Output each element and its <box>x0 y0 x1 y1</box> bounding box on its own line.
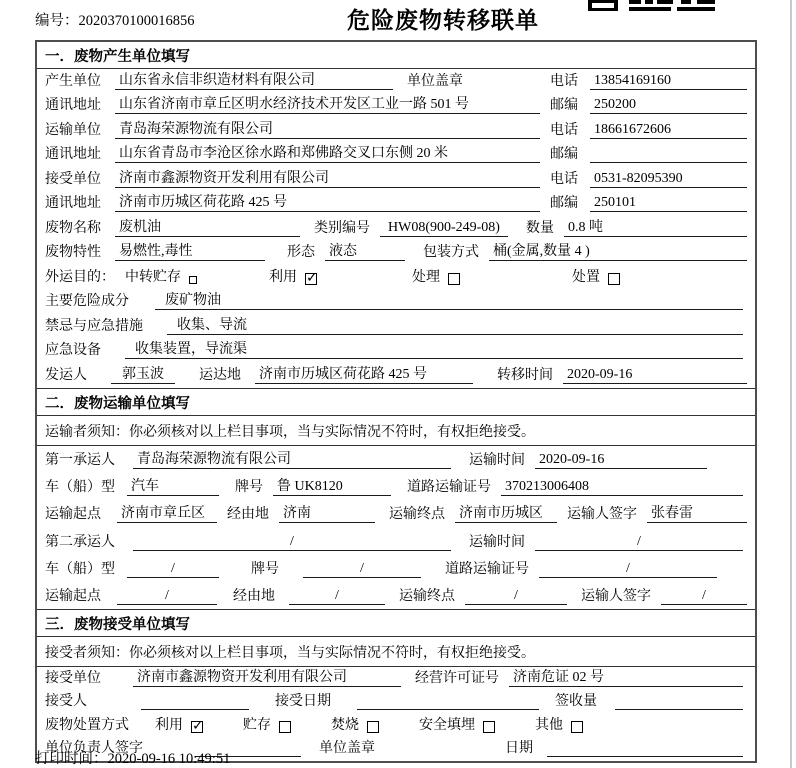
field-label: 运输起点 <box>45 507 101 523</box>
field-label: 牌号 <box>251 561 279 577</box>
form-row-receive-unit <box>37 667 755 691</box>
field-value: 废机油 <box>115 220 300 237</box>
field-label: 运输终点 <box>399 589 455 605</box>
field-label: 禁忌与应急措施 <box>45 318 143 334</box>
checkbox-icon <box>367 721 379 733</box>
checkbox-label: 处理 <box>412 269 440 285</box>
field-value: / <box>465 588 567 605</box>
field-value: 济南市鑫源物资开发利用有限公司 <box>133 670 401 687</box>
field-label: 废物特性 <box>45 245 101 260</box>
form-row-purpose <box>37 265 755 290</box>
field-value: 易燃性,毒性 <box>115 244 265 261</box>
form-row-equipment <box>37 339 755 364</box>
field-value: 汽车 <box>127 479 219 496</box>
notice-text: 运输者须知：你必须核对以上栏目事项，当与实际情况不符时，有权拒绝接受。 <box>37 416 755 446</box>
checkbox-option <box>269 270 317 286</box>
document-header <box>0 0 796 40</box>
checkbox-option <box>572 270 620 286</box>
field-value: / <box>661 588 747 605</box>
field-label: 电话 <box>550 73 578 89</box>
field-label: 主要危险成分 <box>45 294 129 309</box>
field-value: 18661672606 <box>590 122 747 139</box>
field-value: 桶(金属,数量 4 ) <box>489 244 747 261</box>
field-value: 山东省青岛市李沧区徐水路和郑佛路交叉口东侧 20 米 <box>115 146 540 163</box>
form-row-carrier1 <box>37 446 755 473</box>
field-value: 张春雷 <box>647 506 747 523</box>
field-label: 车（船）型 <box>45 480 115 496</box>
field-value <box>547 756 743 757</box>
field-value: 2020-09-16 <box>563 367 747 384</box>
field-value: 山东省永信非织造材料有限公司 <box>115 73 393 90</box>
field-value <box>141 709 249 710</box>
print-time-label: 打印时间： <box>35 751 108 767</box>
field-label: 发运人 <box>45 367 87 383</box>
qr-code-fragment <box>583 0 715 12</box>
checkbox-icon <box>191 721 203 733</box>
checkbox-icon <box>448 273 460 285</box>
seal-label: 单位盖章 <box>407 73 463 89</box>
field-value: 济南 <box>279 506 375 523</box>
form-row-receive-person <box>37 691 755 715</box>
field-label: 类别编号 <box>314 220 370 236</box>
checkbox-option <box>412 270 460 286</box>
field-label: 邮编 <box>550 98 578 113</box>
field-value: 郭玉波 <box>111 367 175 384</box>
field-value: 济南市鑫源物资开发利用有限公司 <box>115 171 540 188</box>
field-label: 车（船）型 <box>45 561 115 577</box>
field-label: 应急设备 <box>45 343 101 358</box>
field-value: / <box>133 534 451 551</box>
field-value: 山东省济南市章丘区明水经济技术开发区工业一路 501 号 <box>115 97 540 114</box>
checkbox-label: 利用 <box>269 269 297 285</box>
checkbox-icon <box>305 273 317 285</box>
field-label: 外运目的： <box>45 269 115 285</box>
section-header: 三．废物接受单位填写 <box>37 609 755 637</box>
field-value: 液态 <box>325 244 405 261</box>
checkbox-icon <box>189 276 197 284</box>
field-label: 通讯地址 <box>45 147 101 162</box>
field-label: 第二承运人 <box>45 534 115 550</box>
field-label: 产生单位 <box>45 73 101 89</box>
field-label: 运输人签字 <box>567 507 637 523</box>
field-label: 电话 <box>550 171 578 187</box>
checkbox-option <box>243 718 291 734</box>
field-value: / <box>117 588 217 605</box>
checkbox-option <box>331 718 379 734</box>
field-label: 接受人 <box>45 694 87 710</box>
form-table <box>35 40 757 763</box>
field-label: 道路运输证号 <box>407 480 491 496</box>
form-row-transporter <box>37 118 755 143</box>
field-label: 数量 <box>526 220 554 236</box>
checkbox-label: 中转贮存 <box>125 269 181 285</box>
seal-label: 单位盖章 <box>319 741 375 757</box>
form-row-route2 <box>37 582 755 609</box>
field-label: 通讯地址 <box>45 98 101 113</box>
field-label: 废物名称 <box>45 220 101 236</box>
field-label: 电话 <box>550 122 578 138</box>
field-value: 济南危证 02 号 <box>509 670 743 687</box>
field-value: 2020-09-16 <box>535 452 707 469</box>
form-row-waste-character <box>37 241 755 266</box>
field-label: 接受单位 <box>45 670 101 686</box>
field-value <box>590 162 747 163</box>
print-time <box>35 747 230 768</box>
section-receiver <box>37 609 755 761</box>
form-row-route1 <box>37 500 755 527</box>
field-value: / <box>303 561 421 578</box>
form-row-address <box>37 94 755 119</box>
field-label: 运输时间 <box>469 452 525 468</box>
form-row-address <box>37 143 755 168</box>
checkbox-icon <box>279 721 291 733</box>
field-label: 运输终点 <box>389 507 445 523</box>
serial-label: 编号： <box>35 13 79 29</box>
field-value: 济南市历城区 <box>455 506 557 523</box>
form-row-taboo <box>37 314 755 339</box>
field-value: 济南市历城区荷花路 425 号 <box>255 367 473 384</box>
field-label: 运输人签字 <box>581 589 651 605</box>
field-label: 第一承运人 <box>45 452 115 468</box>
field-label: 运输起点 <box>45 589 101 605</box>
field-value: 收集、导流 <box>167 318 743 335</box>
field-value <box>615 709 743 710</box>
page-title: 危险废物转移联单 <box>347 7 539 33</box>
field-label: 包装方式 <box>423 245 479 260</box>
form-row-carrier2 <box>37 527 755 554</box>
section-header: 一．废物产生单位填写 <box>37 42 755 69</box>
field-value: 370213006408 <box>501 479 743 496</box>
checkbox-icon <box>608 273 620 285</box>
field-value: 济南市历城区荷花路 425 号 <box>115 195 540 212</box>
checkbox-label: 焚烧 <box>331 717 359 733</box>
field-value: 废矿物油 <box>155 293 743 310</box>
field-value: HW08(900-249-08) <box>380 220 508 237</box>
checkbox-icon <box>483 721 495 733</box>
form-row-disposal <box>37 714 755 738</box>
field-label: 经由地 <box>227 507 269 523</box>
checkbox-label: 利用 <box>155 717 183 733</box>
field-value: 0531-82095390 <box>590 171 747 188</box>
field-value: 250200 <box>590 97 747 114</box>
field-label: 单位负责人签字 <box>45 741 143 757</box>
field-label: 形态 <box>287 245 315 260</box>
checkbox-option <box>125 270 197 286</box>
field-value: 鲁 UK8120 <box>273 479 391 496</box>
field-value: / <box>535 534 743 551</box>
form-row-vehicle1 <box>37 473 755 500</box>
field-label: 经由地 <box>233 589 275 605</box>
section-transporter <box>37 388 755 610</box>
field-label: 废物处置方式 <box>45 717 129 733</box>
field-value: 13854169160 <box>590 73 747 90</box>
form-row-receiver <box>37 167 755 192</box>
print-time-value: 2020-09-16 10:49:51 <box>107 751 231 767</box>
form-row-consignor <box>37 363 755 388</box>
field-value: / <box>127 561 219 578</box>
checkbox-option <box>419 718 495 734</box>
field-label: 接受单位 <box>45 171 101 187</box>
field-value: / <box>539 561 717 578</box>
field-label: 通讯地址 <box>45 196 101 211</box>
section-header: 二．废物运输单位填写 <box>37 388 755 416</box>
field-value: 青岛海荣源物流有限公司 <box>133 452 451 469</box>
field-value: 济南市章丘区 <box>117 506 217 523</box>
field-value: 收集装置，导流渠 <box>125 342 743 359</box>
serial-value: 2020370100016856 <box>78 13 195 29</box>
form-row-address <box>37 192 755 217</box>
section-producer <box>37 42 755 388</box>
field-label: 运输单位 <box>45 122 101 138</box>
field-value: 250101 <box>590 195 747 212</box>
form-row-hazard <box>37 290 755 315</box>
field-label: 道路运输证号 <box>445 561 529 577</box>
field-label: 日期 <box>505 741 533 757</box>
page-edge-line <box>790 0 792 768</box>
field-label: 经营许可证号 <box>415 670 499 686</box>
form-row-producer <box>37 69 755 94</box>
notice-text: 接受者须知：你必须核对以上栏目事项，当与实际情况不符时，有权拒绝接受。 <box>37 637 755 667</box>
form-row-vehicle2 <box>37 555 755 582</box>
field-value: 青岛海荣源物流有限公司 <box>115 122 540 139</box>
checkbox-label: 其他 <box>535 717 563 733</box>
checkbox-icon <box>571 721 583 733</box>
field-label: 接受日期 <box>275 694 331 710</box>
field-label: 牌号 <box>235 480 263 496</box>
form-row-waste-name <box>37 216 755 241</box>
field-label: 邮编 <box>550 196 578 211</box>
field-label: 运输时间 <box>469 534 525 550</box>
checkbox-label: 贮存 <box>243 717 271 733</box>
field-value: 0.8 吨 <box>564 220 747 237</box>
field-value: / <box>289 588 385 605</box>
checkbox-option <box>535 718 583 734</box>
checkbox-option <box>155 718 203 734</box>
field-label: 签收量 <box>555 694 597 710</box>
field-value <box>357 709 539 710</box>
checkbox-label: 处置 <box>572 269 600 285</box>
field-label: 邮编 <box>550 147 578 162</box>
checkbox-label: 安全填埋 <box>419 717 475 733</box>
field-label: 转移时间 <box>497 367 553 383</box>
field-label: 运达地 <box>199 367 241 383</box>
